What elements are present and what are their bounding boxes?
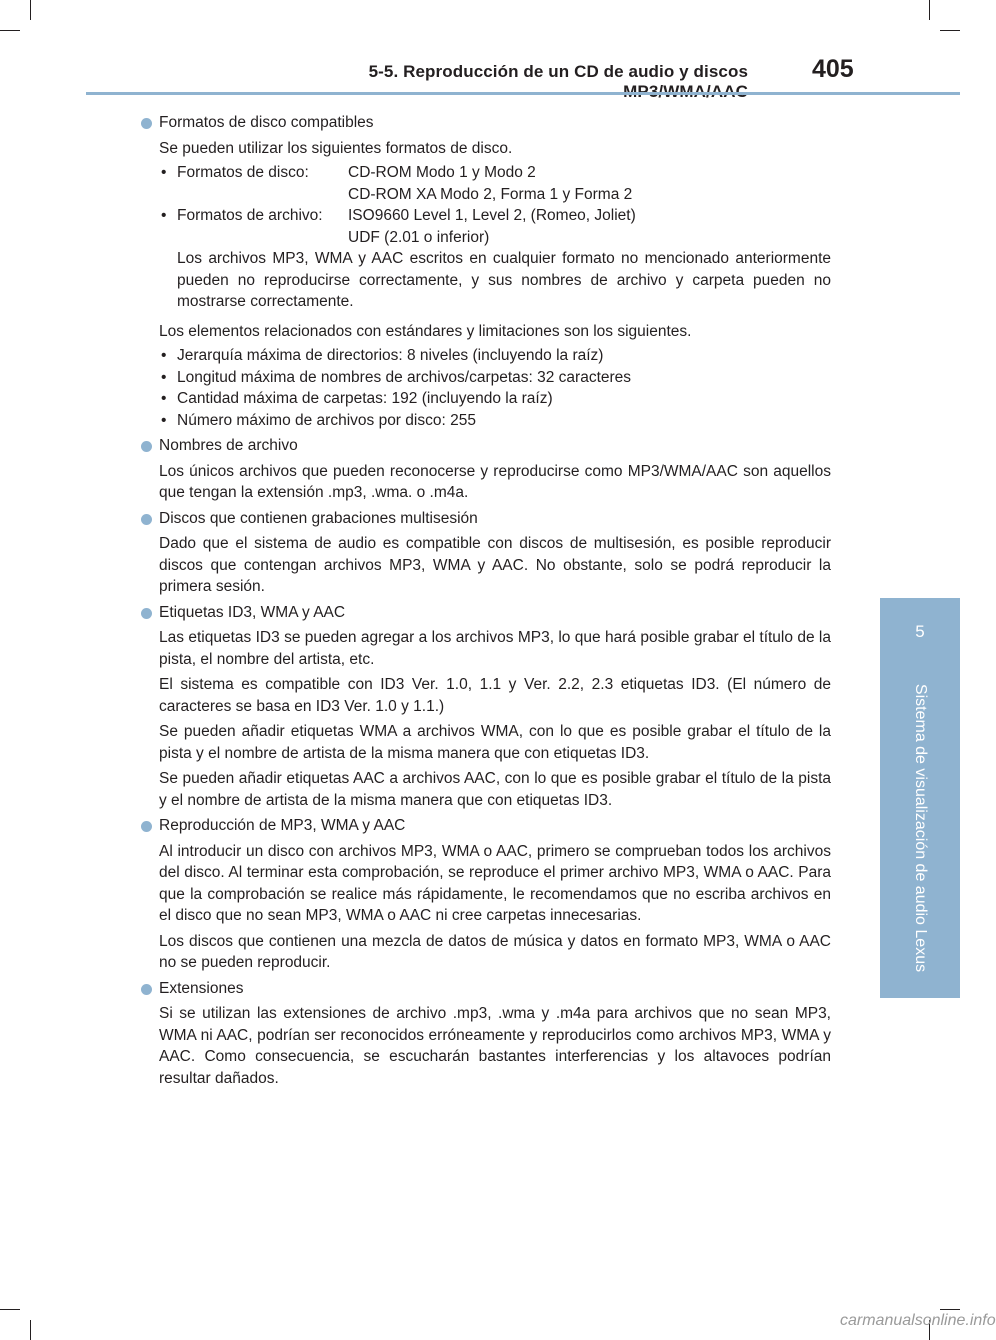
playback-paragraph: Los discos que contienen una mezcla de datos de música y datos en formato MP3, WMA o AAC no se pueden reproducir. [159, 932, 831, 971]
crop-mark [0, 1309, 20, 1310]
tags-paragraph: Las etiquetas ID3 se pueden agregar a los archivos MP3, lo que hará posible grabar el título de la pista, el nombre del artista, etc. [159, 629, 831, 668]
filenames-text: Los únicos archivos que pueden reconocerse y reproducirse como MP3/WMA/AAC son aquellos que tengan la extensión .mp3, .wma. o .m4a. [159, 462, 831, 501]
disc-formats-values [348, 162, 632, 205]
file-format-value: ISO9660 Level 1, Level 2, (Romeo, Joliet) [348, 207, 636, 224]
list-item: • Longitud máxima de nombres de archivos/carpetas: 32 caracteres [140, 367, 831, 389]
tags-paragraph: El sistema es compatible con ID3 Ver. 1.0, 1.1 y Ver. 2.2, 2.3 etiquetas ID3. (El número de caracteres se basa en ID3 Ver. 1.0 y 1.1.) [159, 676, 831, 715]
disc-formats-label: • Formatos de disco: [177, 164, 309, 181]
tags-paragraph: Se pueden añadir etiquetas AAC a archivos AAC, con lo que es posible grabar el título de la pista y el nombre de artista de la misma manera que con etiquetas ID3. [159, 770, 831, 809]
list-item: • Cantidad máxima de carpetas: 192 (incluyendo la raíz) [140, 388, 831, 410]
section-heading-tags: Etiquetas ID3, WMA y AAC [140, 602, 831, 624]
chapter-title: Sistema de visualización de audio Lexus [912, 683, 929, 973]
tags-paragraph: Se pueden añadir etiquetas WMA a archivos WMA, con lo que es posible grabar el título de la pista y el nombre de artista de la misma manera que con etiquetas ID3. [159, 723, 831, 762]
list-item [140, 162, 831, 205]
section-heading-multisession: Discos que contienen grabaciones multisesión [140, 508, 831, 530]
page-content [140, 108, 831, 1089]
watermark: carmanualsonline.info [840, 1312, 996, 1329]
file-format-value: UDF (2.01 o inferior) [348, 228, 490, 246]
file-formats-values [348, 205, 636, 248]
chapter-number: 5 [915, 622, 925, 641]
section-heading-playback: Reproducción de MP3, WMA y AAC [140, 815, 831, 837]
playback-paragraph: Al introducir un disco con archivos MP3, WMA o AAC, primero se comprueban todos los archivos del disco. Al terminar esta comprobación, se reproduce el primer archivo MP3, WMA o AAC. Para que la comprobación se realice más rápidamente, le recomendamos que no escriba archivos en el disco que no sean MP3, WMA o AAC ni cree carpetas innecesarias. [159, 842, 831, 924]
crop-mark [940, 30, 960, 31]
crop-mark [30, 1320, 31, 1340]
section-heading-formats: Formatos de disco compatibles [140, 112, 831, 134]
formats-list [140, 162, 831, 313]
section-heading-extensions: Extensiones [140, 978, 831, 1000]
header-rule [86, 92, 960, 95]
formats-note: Los archivos MP3, WMA y AAC escritos en cualquier formato no mencionado anteriormente pueden no reproducirse correctamente, y sus nombres de archivo y carpeta pueden no mostrarse correctamente. [177, 250, 831, 310]
list-item: • Número máximo de archivos por disco: 255 [140, 410, 831, 432]
page-header-title: 5-5. Reproducción de un CD de audio y discos [368, 62, 748, 81]
list-item [140, 205, 831, 248]
crop-mark [0, 30, 20, 31]
extensions-text: Si se utilizan las extensiones de archivo .mp3, .wma y .m4a para archivos que no sean MP3, WMA ni AAC, podrían ser reconocidos erróneamente y reproducirlos como archivos MP3, WMA y AAC. Como consecuencia, se escucharán bastantes interferencias y los altavoces podrían resultar dañados. [159, 1005, 831, 1087]
limits-intro: Los elementos relacionados con estándares y limitaciones son los siguientes. [159, 322, 692, 340]
section-heading-filenames: Nombres de archivo [140, 435, 831, 457]
list-item: • Jerarquía máxima de directorios: 8 niveles (incluyendo la raíz) [140, 345, 831, 367]
crop-mark [929, 0, 930, 20]
limits-list [140, 345, 831, 431]
crop-mark [30, 0, 31, 20]
formats-intro: Se pueden utilizar los siguientes formatos de disco. [159, 139, 513, 157]
page-number: 405 [812, 55, 854, 83]
file-formats-label: • Formatos de archivo: [177, 207, 323, 224]
disc-format-value: CD-ROM XA Modo 2, Forma 1 y Forma 2 [348, 185, 633, 203]
multisession-text: Dado que el sistema de audio es compatible con discos de multisesión, es posible reproducir discos que contengan archivos MP3, WMA y AAC. No obstante, solo se podrá reproducir la primera sesión. [159, 535, 831, 595]
crop-mark [940, 1309, 960, 1310]
disc-format-value: CD-ROM Modo 1 y Modo 2 [348, 164, 536, 181]
